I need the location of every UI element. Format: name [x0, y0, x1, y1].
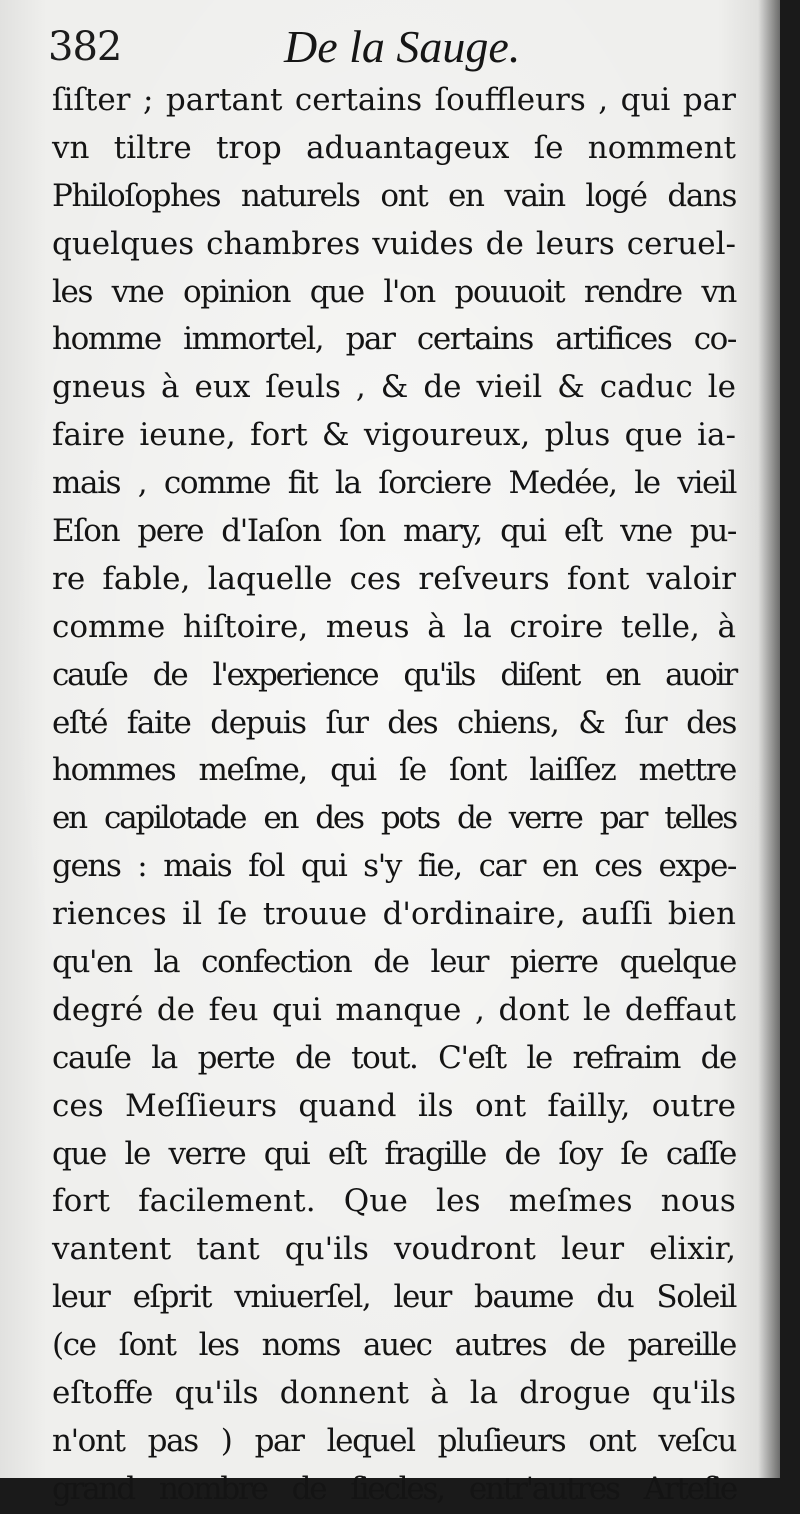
text-line: (ce ſont les noms auec autres de pareille	[52, 1327, 736, 1364]
text-line: cauſe de l'experience qu'ils diſent en auoir	[52, 656, 736, 693]
text-line: mais , comme fit la ſorciere Medée, le vieil	[52, 465, 736, 502]
page-header	[48, 14, 738, 80]
text-line: ſiſter ; partant certains ſouffleurs , qui par	[52, 82, 736, 118]
text-line: cauſe la perte de tout. C'eſt le refraim de	[52, 1039, 736, 1076]
page-edge-shadow	[758, 0, 780, 1478]
text-line: fort facilement. Que les meſmes nous	[52, 1183, 736, 1220]
text-line: en capilotade en des pots de verre par telles	[52, 800, 736, 837]
text-line: riences il ſe trouue d'ordinaire, auſſi bien	[52, 896, 736, 933]
text-line: gens : mais fol qui s'y fie, car en ces expe-	[52, 848, 736, 885]
page-number: 382	[48, 24, 122, 70]
text-line: Philoſophes naturels ont en vain logé dans	[52, 177, 736, 214]
text-line: n'ont pas ) par lequel pluſieurs ont veſcu	[52, 1422, 736, 1459]
text-line: re fable, laquelle ces reſveurs font valoir	[52, 560, 736, 597]
text-line: grand nombre de ſiecles, entr'autres Arteſie	[52, 1470, 736, 1507]
text-line: faire ieune, fort & vigoureux, plus que ia-	[52, 417, 736, 454]
text-line: comme hiſtoire, meus à la croire telle, à	[52, 608, 736, 645]
body-text	[52, 77, 736, 1514]
text-line: vn tiltre trop aduantageux ſe nomment	[52, 129, 736, 166]
text-line: eſté faite depuis ſur des chiens, & ſur des	[52, 704, 736, 741]
text-line: leur eſprit vniuerſel, leur baume du Soleil	[52, 1279, 736, 1316]
text-line: que le verre qui eſt fragille de ſoy ſe caſſe	[52, 1135, 736, 1172]
text-line: homme immortel, par certains artifices co-	[52, 321, 736, 358]
text-line: ces Meſſieurs quand ils ont failly, outre	[52, 1087, 736, 1124]
text-line: quelques chambres vuides de leurs ceruel-	[52, 225, 736, 262]
text-line: gneus à eux ſeuls , & de vieil & caduc le	[52, 369, 736, 406]
text-line: les vne opinion que l'on pouuoit rendre vn	[52, 273, 736, 310]
text-line: degré de feu qui manque , dont le deffaut	[52, 991, 736, 1028]
text-line: vantent tant qu'ils voudront leur elixir,	[52, 1231, 736, 1268]
running-title: De la Sauge.	[284, 21, 521, 72]
text-line: eſtoffe qu'ils donnent à la drogue qu'ils	[52, 1375, 736, 1412]
text-line: qu'en la confection de leur pierre quelque	[52, 944, 736, 981]
text-line: Eſon pere d'Iaſon ſon mary, qui eſt vne pu-	[52, 513, 736, 550]
text-line: hommes meſme, qui ſe ſont laiſſez mettre	[52, 752, 736, 789]
